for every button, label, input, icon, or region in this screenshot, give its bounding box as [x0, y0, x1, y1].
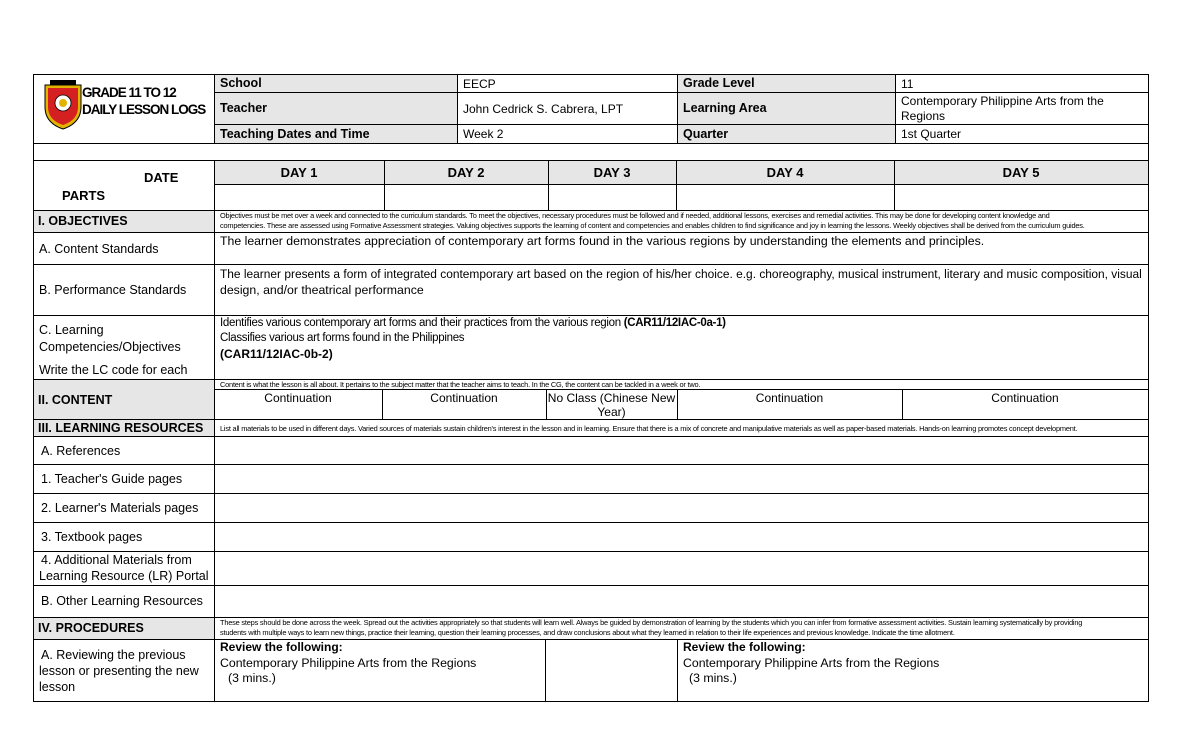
review-time-day-1: (3 mins.)	[228, 671, 276, 685]
teacher-value: John Cedrick S. Cabrera, LPT	[463, 102, 624, 116]
review-heading-day-4: Review the following:	[683, 640, 806, 654]
title-line-1: GRADE 11 TO 12	[82, 85, 176, 100]
competency-item-1-text: Identifies various contemporary art forms and their practices from the various region	[220, 317, 624, 329]
performance-standards-line-2: design, and/or theatrical performance	[220, 283, 424, 297]
quarter-value: 1st Quarter	[901, 127, 962, 141]
references-label: A. References	[41, 444, 121, 458]
additional-materials-label-line-2: Learning Resource (LR) Portal	[39, 569, 209, 583]
grade-level-value: 11	[901, 77, 914, 91]
other-resources-label: B. Other Learning Resources	[41, 594, 203, 608]
review-label-line-1: A. Reviewing the previous	[41, 648, 186, 662]
competency-item-1	[220, 317, 726, 329]
content-day-4: Continuation	[755, 391, 824, 405]
resources-heading: III. LEARNING RESOURCES	[38, 421, 204, 435]
procedures-note-line-2: students with multiple ways to learn new things, practice their learning, question their learning processes, and draw conclusions about what they learned in relation to their life experiences and previous knowledge. Indicate the time allotment.	[220, 628, 955, 637]
content-note: Content is what the lesson is all about. It pertains to the subject matter that the teacher aims to teach. In the CG, the content can be tackled in a week or two.	[220, 380, 701, 389]
review-time-day-4: (3 mins.)	[689, 671, 737, 685]
teaching-dates-label: Teaching Dates and Time	[220, 127, 370, 141]
date-label: DATE	[144, 170, 179, 185]
additional-materials-label-line-1: 4. Additional Materials from	[41, 553, 192, 567]
content-day-1: Continuation	[264, 391, 332, 405]
textbook-label: 3. Textbook pages	[41, 530, 143, 544]
parts-label: PARTS	[62, 188, 106, 203]
grade-level-label: Grade Level	[683, 76, 755, 90]
learning-area-value-line-2: Regions	[901, 109, 946, 123]
competency-item-2: Classifies various art forms found in the Philippines	[220, 332, 465, 344]
review-label-line-2: lesson or presenting the new	[39, 664, 199, 678]
teaching-dates-value: Week 2	[463, 127, 504, 141]
content-day-5: Continuation	[991, 391, 1059, 405]
teacher-label: Teacher	[220, 101, 268, 115]
content-day-3-line-2: Year)	[597, 405, 626, 419]
content-day-3-line-1: No Class (Chinese New	[547, 391, 676, 405]
objectives-note-line-1: Objectives must be met over a week and connected to the curriculum standards. To meet the objectives, necessary procedures must be followed and if needed, additional lessons, exercises and remedial activities. This may be done for developing content knowledge and	[220, 211, 1050, 220]
objectives-note-line-2: competencies. These are assessed using Formative Assessment strategies. Valuing objectives supports the learning of content and competencies and enables children to find significance and joy in learning the lessons. Weekly objectives shall be derived from the curriculum guides.	[220, 221, 1085, 230]
day-5-header: DAY 5	[1002, 165, 1040, 180]
resources-note: List all materials to be used in different days. Varied sources of materials sustain children's interest in the lesson and in learning. Ensure that there is a mix of concrete and manipulative materials as well as paper-based materials. Hands-on learning promotes concept development.	[220, 424, 1078, 433]
learning-area-value-line-1: Contemporary Philippine Arts from the	[901, 94, 1104, 108]
procedures-note-line-1: These steps should be done across the week. Spread out the activities appropriately so that students will learn well. Always be guided by demonstration of learning by the students which you can infer from formative assessment activities. Sustain learning systematically by providing	[220, 618, 1083, 627]
competencies-label-line-2: Competencies/Objectives	[39, 340, 181, 354]
deped-seal-icon	[42, 79, 84, 131]
school-label: School	[220, 76, 262, 90]
content-day-2: Continuation	[430, 391, 498, 405]
content-heading: II. CONTENT	[38, 393, 113, 407]
performance-standards-line-1: The learner presents a form of integrated contemporary art based on the region of his/her choice. e.g. choreography, musical instrument, literary and music composition, visual	[220, 267, 1142, 281]
competency-code-1: (CAR11/12IAC-0a-1)	[623, 317, 726, 329]
objectives-heading: I. OBJECTIVES	[38, 214, 128, 228]
procedures-heading: IV. PROCEDURES	[38, 621, 144, 635]
day-3-header: DAY 3	[593, 165, 631, 180]
review-label-line-3: lesson	[39, 680, 76, 694]
review-heading-day-1: Review the following:	[220, 640, 343, 654]
learning-area-label: Learning Area	[683, 101, 767, 115]
school-value: EECP	[463, 77, 496, 91]
content-standards-label: A. Content Standards	[39, 242, 159, 256]
competency-code-2: (CAR11/12IAC-0b-2)	[220, 347, 333, 361]
title-line-2: DAILY LESSON LOGS	[82, 102, 206, 117]
competencies-label-line-3: Write the LC code for each	[39, 363, 188, 377]
content-standards-text: The learner demonstrates appreciation of contemporary art forms found in the various regions by understanding the elements and principles.	[220, 234, 985, 248]
quarter-label: Quarter	[683, 127, 729, 141]
teachers-guide-label: 1. Teacher's Guide pages	[41, 472, 183, 486]
review-topic-day-1: Contemporary Philippine Arts from the Regions	[220, 656, 477, 670]
learners-materials-label: 2. Learner's Materials pages	[41, 501, 199, 515]
performance-standards-label: B. Performance Standards	[39, 283, 187, 297]
day-4-header: DAY 4	[766, 165, 804, 180]
competencies-label-line-1: C. Learning	[39, 323, 104, 337]
day-1-header: DAY 1	[280, 165, 318, 180]
day-2-header: DAY 2	[447, 165, 485, 180]
review-topic-day-4: Contemporary Philippine Arts from the Regions	[683, 656, 940, 670]
